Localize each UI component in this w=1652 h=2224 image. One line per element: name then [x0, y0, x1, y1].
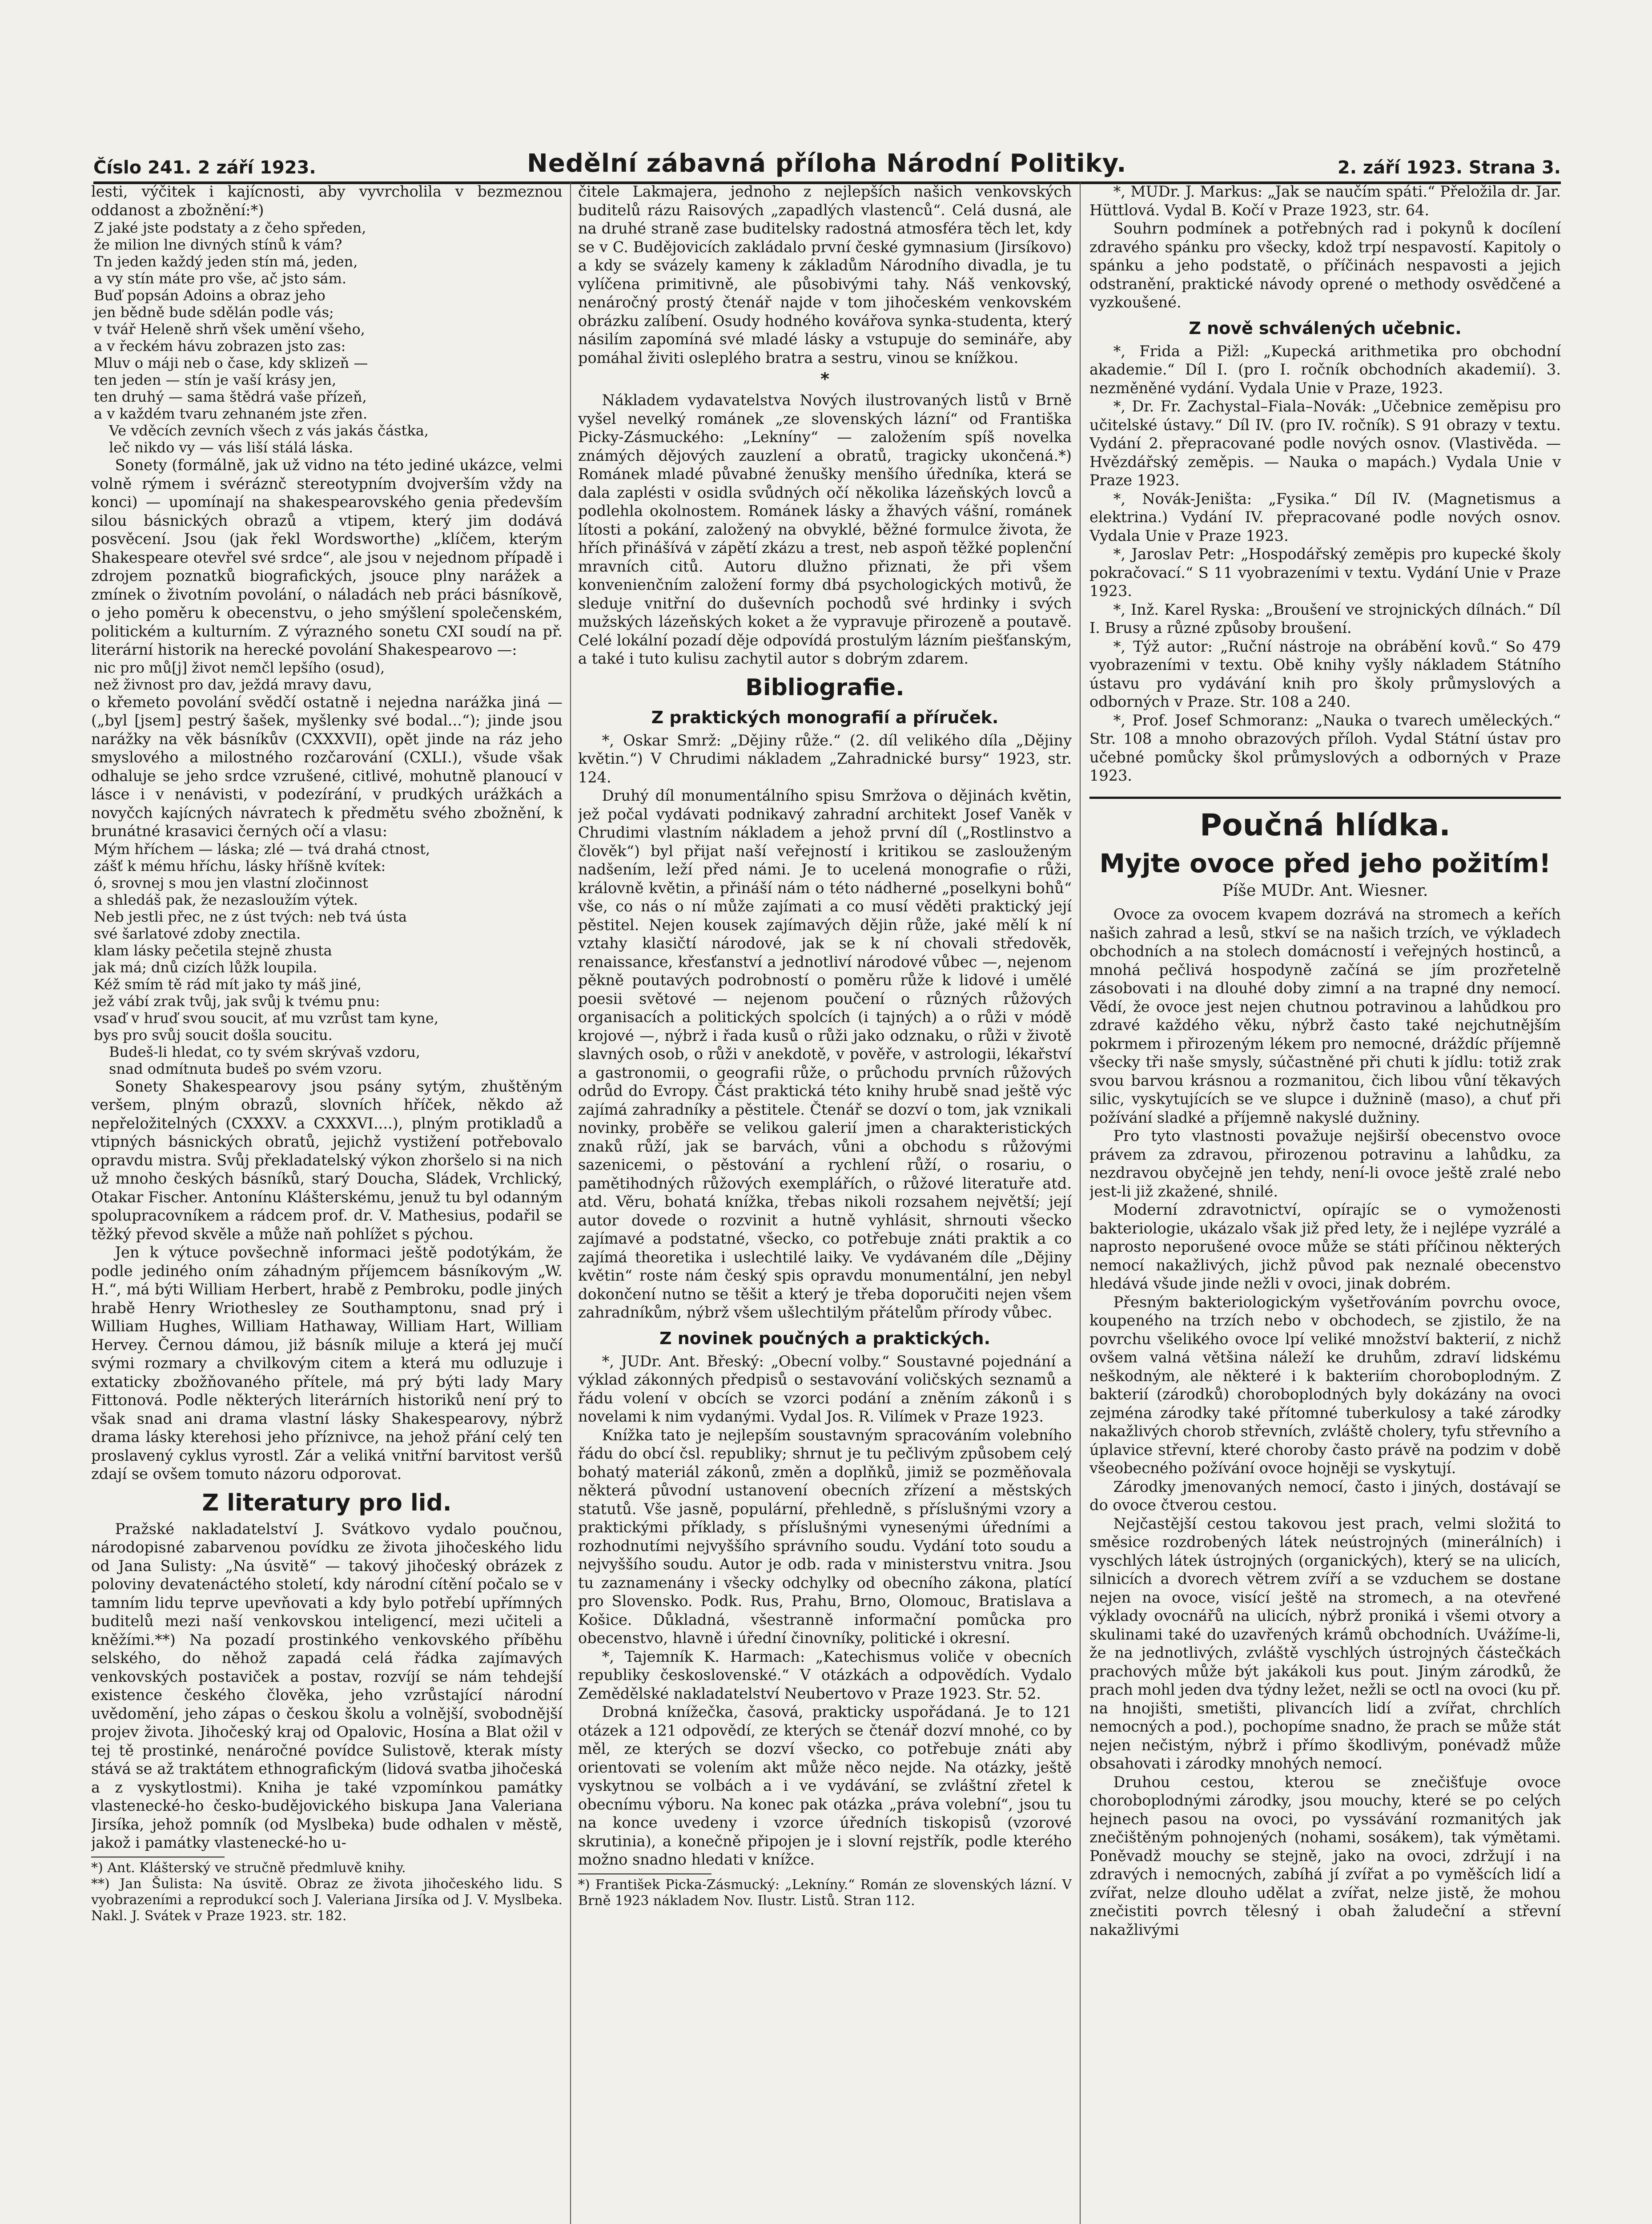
paragraph: Nákladem vydavatelstva Nových ilustrovaných listů v Brně vyšel nevelký románek „ze slovenských lázní“ od Františka Picky-Zásmuckého: „Lekníny“ — založením spíš novelka známých dějových zauzlení a obratů, tragicky ukončená.*) Románek mladé půvabné ženušky menšího úředníka, která se dala zaplésti v osidla svůdných očí několika lázeňských lovců a podlehla okolnostem. Románek lásky a žhavých vášní, románek lítosti a pokání, založený na obvyklé, běžné formulce života, že hřích přinášívá v zápětí zkázu a trest, neb aspoň těžké poplenční mravních citů. Autoru dlužno přiznati, že při všem konvenienčním založení formy dbá psychologických motivů, že sleduje vnitřní do duševních pochodů své hrdinky i svých mužských lázeňských koket a že vypravuje přirozeně a poutavě. Celé lokální pozadí děje odpovídá prostulým lázním piešťanským, a také i tuto kulisu zachytil autor s dobrým zdarem. [578, 391, 1072, 667]
paragraph: Pražské nakladatelství J. Svátkovo vydalo poučnou, národopisné zabarvenou povídku ze života jihočeského lidu od Jana Sulisty: „Na úsvitě“ — takový jihočeský obrázek z poloviny devatenáctého století, kdy národní cítění počalo se v tamním lidu teprve upevňovati a kdy bylo potřebí upřímných buditelů mezi naší venkovskou inteligencí, mezi učiteli a kněžími.**) Na pozadí prostinkého venkovského příběhu selského, do něhož zapadá celá řádka zajímavých venkovských postaviček a postav, rozvíjí se nám tehdejší existence českého člověka, jeho vzrůstající národní uvědomění, jeho zápas o českou školu a volnější, svobodnější projev života. Jihočeský kraj od Opalovic, Hosína a Blat ožil v tej tě prostinké, nenáročné povídce Sulistově, kterak místy stává se až traktátem ethnografickým (lidová svatba jihočeská a z vyskytlostmi). Kniha je také vzpomínkou památky vlastenecké-ho česko-budějovického biskupa Jana Valeriana Jirsíka, jehož pomník (od Myslbeka) bude odhalen v městě, jakož i památky vlastenecké-ho u- [91, 1520, 563, 1851]
page-header [93, 147, 1561, 184]
paragraph: *, Tajemník K. Harmach: „Katechismus voliče v obecních republiky československé.“ V otázkách a odpovědích. Vydalo Zemědělské nakladatelství Neubertovo v Praze 1923. Str. 52. [578, 1648, 1072, 1702]
separator-star: * [820, 369, 829, 389]
paragraph: Druhý díl monumentálního spisu Smržova o dějinách květin, jež počal vydávati podnikavý zahradní architekt Josef Vaněk v Chrudimi vlastním nákladem a jehož první díl („Rostlinstvo a člověk“) byl přijat naší veřejností i kritikou se zaslouženým nadšením, leží před námi. Je to ucelená monografie o růži, královně květin, a přináší nám o této nádherné „poselkyni bohů“ vše, co nás o ní může zajímati a co musí věděti praktický její pěstitel. Nejen kousek zajímavých dějin růže, jaké mělí k ní vztahy klasičtí národové, jak se k ní chovali středověk, renaissance, křesťanství a jednotliví národové vůbec —, nejenom pěkně poutavých podrobností o poměru růže k lidové i umělé poesii světové — nejenom poučení o různých růžových organisacích a politických spolcích (i tajných) a o růži v módě krojové —, nýbrž i řada kusů o růži jako odznaku, o růži v životě slavných osob, o růži v anekdotě, v pověře, v astrologii, lékařství a gastronomii, o geografii růže, o průchodu prvních růžových odrůd do Evropy. Část praktická této knihy hrubě snad ještě výc zajímá zahradníky a pěstitele. Čtenář se dozví o tom, jak vznikali novinky, proběře se velikou galerií jmen a charakteristických znaků růží, jak se barvách, vůni a obchodu s růžovými sazenicemi, o pěstování a rychlení růží, o rosariu, o pamětihodných růžových exemplářích, o růžové literatuře atd. atd. Věru, bohatá knížka, třebas nikoli rozsahem největší; její autor dovede o rozvinit a hutně vyhlásit, shrnouti všecko zajímavé a podstatné, všecko, co potřebuje znáti praktik a co zajímá theoretika i uslechtilé laiky. Ve vydávaném díle „Dějiny květin“ roste nám český spis opravdu monumentální, jen nebyl dokončení nutno se těšit a který je třeba doporučiti nejen všem zahradníkům, nýbrž všem ušlechtilým přátelům přírody vůbec. [578, 787, 1072, 1321]
footnote-rule [578, 1873, 711, 1874]
paragraph: Jen k výtuce povšechně informaci ještě podotýkám, že podle jediného oním záhadným příjemcem básníkovým „W. H.“, má býti William Herbert, hrabě z Pembroku, podle jiných hrabě Henry Wriothesley ze Southamptonu, snad prý i William Hughes, William Hathaway, William Hart, William Hervey. Černou dámou, již básník miluje a která jej mučí svými rozmary a chvilkovým citem a která mu odluzuje i extaticky zbožňovaného přítele, má prý býti lady Mary Fittonová. Podle některých literárních historiků není prý to však snad ani drama vlastní lásky Shakespearovy, nýbrž drama lásky kterehosi jeho příznivce, na jehož přání celý ten proslavený cyklus vyrostl. Zár a veliká vnitřní barvitost veršů zdají se ovšem tomuto názoru odporovat. [91, 1244, 563, 1483]
paragraph: Knížka tato je nejlepším soustavným spracováním volebního řádu do obcí čsl. republiky; shrnut je tu pečlivým způsobem celý bohatý materiál zákonů, změn a doplňků, jimiž se pozměňovala některá původní ustanovení obecních zřízení a městských statutů. Vše jasně, populární, přehledně, s příslušnými vzory a praktickými příklady, s příslušnými vynesenými úředními a rozhodnutími nejvyššího správního soudu. Vydání toto soudu a nejvyššího soudu. Autor je odb. rada v ministerstvu vnitra. Jsou tu zaznamenány i všecky odchylky od obecního zákona, platící pro Slovensko. Podk. Rus, Prahu, Brno, Olomouc, Bratislava a Košice. Důkladná, všestranně informační pomůcka pro obecenstvo, hlavně i úřední činovníky, politické i okresní. [578, 1426, 1072, 1647]
paragraph: Souhrn podmínek a potřebných rad i pokynů k docílení zdravého spánku pro všecky, kdož trpí nespavostí. Kapitoly o spánku a jeho podstatě, o příčinách nespavosti a jejich odstranění, praktické návody oprené o methody osvědčené a vyzkoušené. [1089, 220, 1561, 311]
section-title: Poučná hlídka. [1089, 797, 1561, 842]
paragraph: čitele Lakmajera, jednoho z nejlepších našich venkovských buditelů rázu Raisových „zapadlých vlastenců“. Celá dusná, ale na druhé straně zase buditelsky radostná atmosféra těch let, kdy se v C. Budějovicích zakládalo první české gymnasium (Jirsíkovo) a kdy se svázely kameny k základům Národního divadla, je tu vylíčena primitivně, ale působivými tahy. Náš venkovský, nenáročný prostý čtenář najde v tom jihočeském venkovském obrázku zalíbení. Osudy hodného kovářova synka-studenta, který násilím zapomíná své mladé lásky a vstupuje do semináře, aby pomáhal živiti osleplého bratra a sestru, vinou se knížkou. [578, 183, 1072, 367]
poem-couplet: Ve vděcích zevních všech z vás jakás částka, leč nikdo vy — vás liší stálá láska. [109, 422, 429, 456]
paragraph: lesti, výčitek i kajícnosti, aby vyvrcholila v bezmeznou oddanost a zbožnění:*) [91, 183, 563, 219]
article-title: Myjte ovoce před jeho požitím! [1099, 848, 1551, 878]
paragraph: Přesným bakteriologickým vyšetřováním povrchu ovoce, koupeného na trzích nebo v obchodech, se zjistilo, že na povrchu všelikého ovoce lpí veliké množství bakterií, z nichž ovšem valná většina náleží ke druhům, zdraví lidskému neškodným, ale některé i k bakteriím choroboplodným. Z bakterií (zárodků) choroboplodných byly dokázány na ovoci zejména zárodky také přítomné tuberkulosy a také zárodky nakažlivých chorob střevních, zvláště cholery, tyfu střevního a úplavice střevní, které choroby často právě na podzim v době všeobecného požívání ovoce hojněji se vyskytují. [1089, 1293, 1561, 1477]
column-divider [570, 182, 571, 2224]
poem-sonnet: Mým hříchem — láska; zlé — tvá drahá ctnost, zášť k mému hříchu, lásky hříšně kvítek: ó, srovnej s mou jen vlastní zločinnost a shledáš pak, že nezasloužím výtek. Neb jestli přec, ne z úst tvých: neb tvá ústa své šarlatové zdoby znectila. klam lásky pečetila stejně zhusta jak má; dnů cizích lůžk loupila. Kéž smím tě rád mít jako ty máš jiné, jež vábí zrak tvůj, jak svůj k tvému pnu: vsaď v hruď svou soucit, ať mu vzrůst tam kyne, bys pro svůj soucit došla soucitu. [94, 840, 439, 1044]
paragraph: *, Týž autor: „Ruční nástroje na obrábění kovů.“ So 479 vyobrazeními v textu. Obě knihy vyšly nákladem Státního ústavu pro vydávání knih pro školy průmyslových a odborných v Praze. Str. 108 a 240. [1089, 637, 1561, 710]
paragraph: Sonety (formálně, jak už vidno na této jediné ukázce, velmi volně rýmem i svéráznč stereotypním dvojverším vždy na konci) — upomínají na shakespearovského genia především silou básnických obrazů a vtipem, který jim dodává posvěcení. Jsou (jak řekl Wordsworthe) „klíčem, kterým Shakespeare otevřel své srdce“, ale jsou v nejednom případě i zdrojem poznatků biografických, jsouce plny narážek a zmínek o životním povolání, o náladách neb práci básníkově, o jeho poměru k obecenstvu, o jeho smýšlení společenském, politickém a kulturním. Z výrazného sonetu CXI soudí na př. literární historik na herecké povolání Shakespearovo —: [91, 456, 563, 658]
paragraph: Ovoce za ovocem kvapem dozrává na stromech a keřích našich zahrad a lesů, stkví se na našich trzích, ve výkladech obchodních a na stolech domácností i veřejných hostinců, a mnohá pečlivá hospodyně začíná se jím prozřetelně zásobovati i na dlouhé doby zimní a na trapné dny nemocí. Vědí, že ovoce jest nejen chutnou potravinou a lahůdkou pro zdravé každého věku, nýbrž často také nejchutnějším pokrmem i přirozeným lékem pro nemocné, dráždíc příjemně všecky tři naše smysly, súčastněné při chuti k jídlu: totiž zrak svou barvou krásnou a rozmanitou, čich libou vůní těkavých silic, vyskytujících se ve slupce i dužnině (maso), a chuť při požívání sladké a příjemně nakyslé dužniny. [1089, 906, 1561, 1126]
column-3 [1089, 182, 1561, 2224]
paragraph: *, Frida a Pižl: „Kupecká arithmetika pro obchodní akademie.“ Díl I. (pro I. ročník obchodních akademií). 3. nezměněné vydání. Vydala Unie v Praze, 1923. [1089, 342, 1561, 397]
paragraph: Sonety Shakespearovy jsou psány sytým, zhuštěným veršem, plným obrazů, slovních hříček, někdo až nepřeložitelných (CXXXV. a CXXXVI....), plným protikladů a vtipných básnických obratů, jejichž vystižení potřebovalo opravdu mistra. Svůj překladatelský výkon zhoršelo si na nich už mnoho českých básníků, starý Doucha, Sládek, Vrchlický, Otakar Fischer. Antonínu Klášterskému, jenuž tu byl odanným spolupracovníkem a rádcem prof. dr. V. Mathesius, podařil se těžký převod skvěle a může naň pohlížet s pýchou. [91, 1077, 563, 1243]
issue-number: Číslo 241. 2 září 1923. [93, 157, 316, 178]
subsection-heading: Z novinek poučných a praktických. [659, 1328, 991, 1348]
column-2 [578, 182, 1072, 2224]
footnote: *) František Picka-Zásmucký: „Lekníny.“ Román ze slovenských lázní. V Brně 1923 nákladem Nov. Ilustr. Listů. Stran 112. [578, 1877, 1072, 1909]
section-heading: Bibliografie. [745, 674, 904, 701]
poem-quote: nic pro mů[j] život nemčl lepšího (osud), než živnost pro dav, ježdá mravy davu, [94, 659, 385, 693]
paragraph: Pro tyto vlastnosti považuje nejširší obecenstvo ovoce právem za zdravou, přirozenou potravinu a lahůdku, za nezdravou obyčejně jen tehdy, není-li ovoce ještě zralé nebo jest-li již zkažené, shnilé. [1089, 1127, 1561, 1200]
paragraph: Druhou cestou, kterou se znečišťuje ovoce choroboplodnými zárodky, jsou mouchy, které se po celých hejnech pasou na ovoci, po vyssávání rozmanitých jak znečištěným pohnojených (nohami, sosákem), tak výmětami. Poněvadž mouchy se stejně, jako na ovoci, zdržují i na zdravých i nemocných, zabíhá jí zvířat a po vyměšcích lidí a zvířat, nelze dlouho udělat a zvířat, nelze jistě, že mohou znečistiti povrch tělesný i obah žaludeční a střevní nakažlivými [1089, 1773, 1561, 1938]
paragraph: *, Oskar Smrž: „Dějiny růže.“ (2. díl velikého díla „Dějiny květin.“) V Chrudimi nákladem „Zahradnické bursy“ 1923, str. 124. [578, 731, 1072, 786]
page-number: 2. září 1923. Strana 3. [1337, 157, 1561, 178]
paragraph: *, JUDr. Ant. Břeský: „Obecní volby.“ Soustavné pojednání a výklad zákonných předpisů o sestavování voličských seznamů a řádu volení v obcích se vzorci podání a zněním zákonů i s novelami k nim vydanými. Vydal Jos. R. Vilímek v Praze 1923. [578, 1352, 1072, 1425]
footnote: *) Ant. Klášterský ve stručně předmluvě knihy. [91, 1860, 406, 1876]
paragraph: Drobná knížečka, časová, prakticky uspořádaná. Je to 121 otázek a 121 odpovědí, ze kterých se čtenář dozví mnohé, co by měl, ze kterých se dozví všecko, co potřebuje znáti aby orientovati se volením akt může něco nejde. Na otázky, ještě vyskytnou se volbách a i ve vydávání, se zvláštní zřetel k obecnímu výboru. Na konec pak otázka „práva volební“, jsou tu na konce uvedeny i vzorce úředních tiskopisů (vzorové skrutinia), a konečně připojen je i slovní rejstřík, podle kterého možno snadno hledati v knížce. [578, 1703, 1072, 1868]
paragraph: o křemeto povolání svědčí ostatně i nejedna narážka jiná — („byl [jsem] pestrý šašek, myšlenky své bodal...“); jinde jsou narážky na věk básníkův (CXXXVII), opět jinde na ráz jeho smyslového a milostného rozčarování (CXLI.), všude však odhaluje se jeho srdce vzrušené, citlivé, mohutně planoucí v lásce i v nenávisti, v podezírání, v prudkých urážkách a novyčch kajícných návratech k předmětu svého zbožnění, k brunátné krasavici černých očí a vlasu: [91, 693, 563, 840]
footnote: **) Jan Šulista: Na úsvitě. Obraz ze života jihočeského lidu. S vyobrazeními a reprodukcí soch J. Valeriana Jirsíka od J. V. Myslbeka. Nakl. J. Svátek v Praze 1923. str. 182. [91, 1876, 563, 1924]
paragraph: Nejčastější cestou takovou jest prach, velmi složitá to směsice rozdrobených látek neústrojných (minerálních) i vyschlých látek ústrojných (organických), který se na ulicích, silnicích a dvorech větrem zvíří a se vzduchem se dostane nejen na ovoce, visící ještě na stromech, a na otevřené výklady ovocnářů na ulicích, nýbrž proniká i všemi otvory a skulinami také do uzavřených krámů obchodních. Uvážíme-li, že na jednotlivých, zvláště vyschlých ústrojných částečkách prachových může být jakákoli kus pout. Jiným zárodků, že prach mohl jeden dva týdny ležet, nežli se octl na ovoci (ku př. na hnojišti, smetišti, plivancích lidí a zvířat, chrchlích nemocných a pod.), pochopíme snadno, že prach se může stát nejen nečistým, nýbrž i přímo škodlivým, ponévadž může obsahovati i zárodky mnohých nemocí. [1089, 1515, 1561, 1772]
section-heading: Z literatury pro lid. [202, 1489, 452, 1516]
poem-couplet: Budeš-li hledat, co ty svém skrývaš vzdoru, snad odmítnuta budeš po svém vzoru. [109, 1043, 421, 1077]
column-divider [1080, 182, 1081, 2224]
paragraph: *, Jaroslav Petr: „Hospodářský zeměpis pro kupecké školy pokračovací.“ S 11 vyobrazeními v textu. Vydání Unie v Praze 1923. [1089, 545, 1561, 600]
subsection-heading: Z praktických monografií a příruček. [651, 707, 999, 727]
masthead: Nedělní zábavná příloha Národní Politiky. [527, 149, 1127, 178]
paragraph: Moderní zdravotnictví, opírajíc se o vymoženosti bakteriologie, ukázalo však již před lety, že i nejlépe vyzrálé a naprosto neporušené ovoce může se státi příčinou některých nemocí nakažlivých, jichž původ pak neznalé obecenstvo hledává všude jinde nežli v ovoci, jinak dobrém. [1089, 1201, 1561, 1292]
paragraph: *, Inž. Karel Ryska: „Broušení ve strojnických dílnách.“ Díl I. Brusy a různé způsoby broušení. [1089, 600, 1561, 637]
article-byline: Píše MUDr. Ant. Wiesner. [1222, 881, 1428, 900]
paragraph: *, MUDr. J. Markus: „Jak se naučím spáti.“ Přeložila dr. Jar. Hüttlová. Vydal B. Kočí v Praze 1923, str. 64. [1089, 183, 1561, 219]
paragraph: Zárodky jmenovaných nemocí, často i jiných, dostávají se do ovoce čtverou cestou. [1089, 1478, 1561, 1514]
paragraph: *, Prof. Josef Schmoranz: „Nauka o tvarech uměleckých.“ Str. 108 a mnoho obrazových příloh. Vydal Státní ústav pro učebné pomůcky škol průmyslových a odborných v Praze 1923. [1089, 711, 1561, 784]
paragraph: *, Novák-Jeništa: „Fysika.“ Díl IV. (Magnetismus a elektrina.) Vydání IV. přepracované podle nových osnov. Vydala Unie v Praze 1923. [1089, 490, 1561, 544]
subsection-heading: Z nově schválených učebnic. [1189, 318, 1462, 338]
column-1 [91, 182, 563, 2224]
poem-sonnet: Z jaké jste podstaty a z čeho spředen, že milion lne divných stínů k vám? Tn jeden každý jeden stín má, jeden, a vy stín máte pro vše, ač jsto sám. Buď popsán Adoins a obraz jeho jen bědně bude sdělán podle vás; v tvář Heleně shrň všek umění všeho, a v řeckém hávu zobrazen jsto zas: Mluv o máji neb o čase, kdy sklizeň — ten jeden — stín je vaší krásy jen, ten druhý — sama štědrá vaše přízeň, a v každém tvaru zehnaném jste zřen. [94, 219, 368, 422]
paragraph: *, Dr. Fr. Zachystal–Fiala–Novák: „Učebnice zeměpisu pro učitelské ústavy.“ Díl IV. (pro IV. ročník). S 91 obrazy v textu. Vydání 2. přepracované podle nových osnov. (Vlastivěda. — Hvězdářský zeměpis. — Nauka o mapách.) Vydala Unie v Praze 1923. [1089, 398, 1561, 489]
